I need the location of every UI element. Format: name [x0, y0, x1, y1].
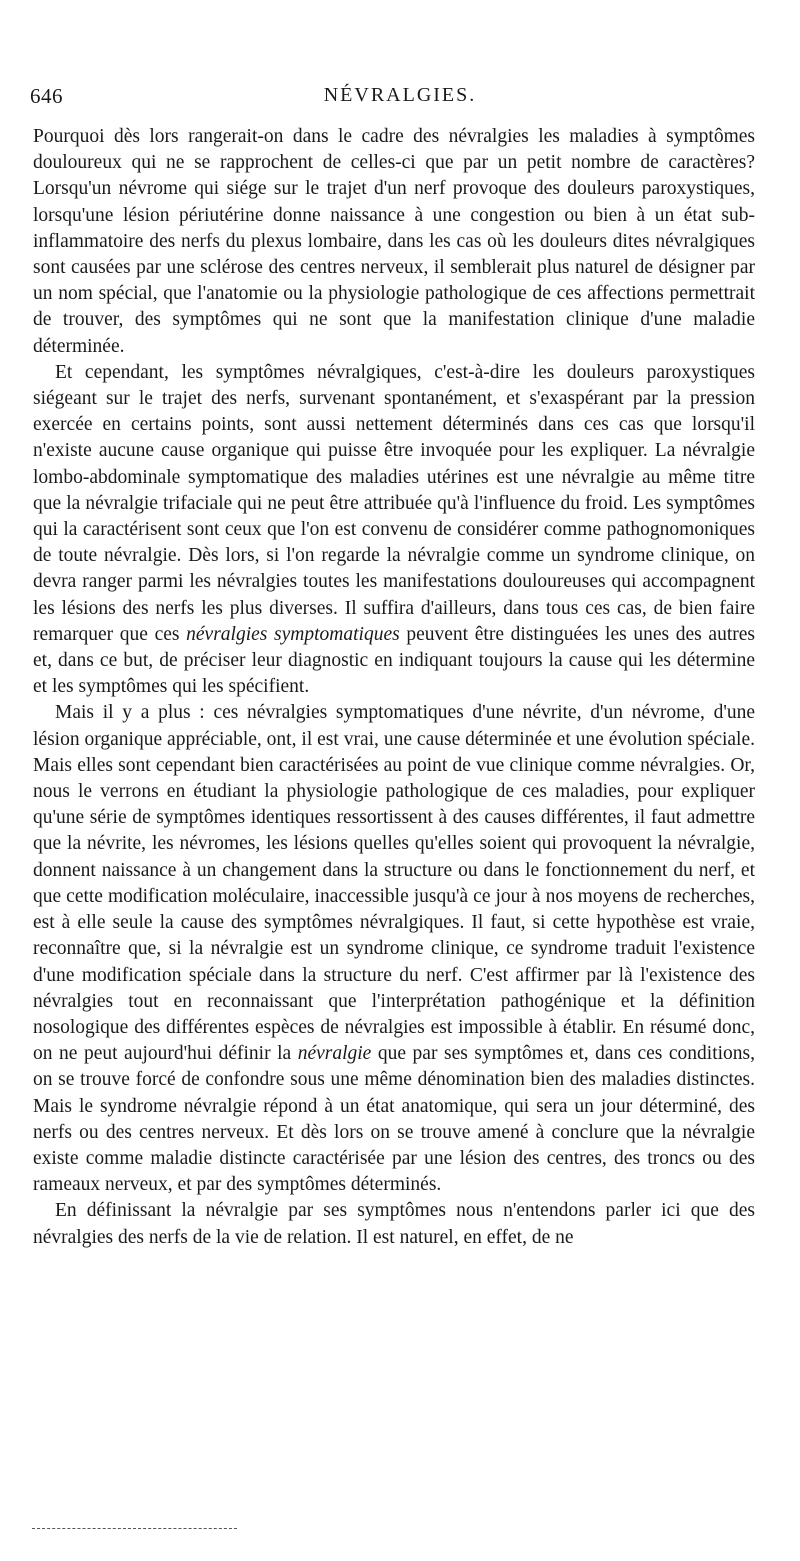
body-text: [33, 124, 755, 1251]
text-segment: peuvent être distinguées les unes des autres et, dans ce but, de préciser leur diagnostic en indiquant toujours la cause qui les détermine et les symptômes qui les spécifient.: [33, 623, 755, 698]
text-segment: En définissant la névralgie par ses symptômes nous n'entendons parler ici que des névralgies des nerfs de la vie de relation. Il est naturel, en effet, de ne: [33, 1200, 755, 1248]
text-segment: Pourquoi dès lors rangerait-on dans le cadre des névralgies les maladies à symptômes douloureux qui ne se rapprochent de celles-ci que par un petit nombre de caractères? Lorsqu'un névrome qui siége sur le trajet d'un nerf provoque des douleurs paroxystiques, lorsqu'une lésion périutérine donne naissance à une congestion ou bien à un état sub-inflammatoire des nerfs du plexus lombaire, dans les cas où les douleurs dites névralgiques sont causées par une sclérose des centres nerveux, il semblerait plus naturel de désigner par un nom spécial, que l'anatomie ou la physiologie pathologique de ces affections permettrait de trouver, des symptômes qui ne sont que la manifestation clinique d'une maladie déterminée.: [33, 126, 755, 357]
running-title: NÉVRALGIES.: [323, 84, 477, 106]
text-segment: que par ses symptômes et, dans ces conditions, on se trouve forcé de confondre sous une même dénomination bien des maladies distinctes. Mais le syndrome névralgie répond à un état anatomique, qui sera un jour déterminé, des nerfs ou des centres nerveux. Et dès lors on se trouve amené à conclure que la névralgie existe comme maladie distincte caractérisée par une lésion des centres, des troncs ou des rameaux nerveux, et par des symptômes déterminés.: [33, 1043, 756, 1196]
text-segment: Mais il y a plus : ces névralgies symptomatiques d'une névrite, d'un névrome, d'une lésion organique appréciable, ont, il est vrai, une cause déterminée et une évolution spéciale. Mais elles sont cependant bien caractérisées au point de vue clinique comme névralgies. Or, nous le verrons en étudiant la physiologie pathologique de ces maladies, pour expliquer qu'une série de symptômes identiques ressortissent à des causes différentes, il faut admettre que la névrite, les névromes, les lésions quelles qu'elles soient qui provoquent la névralgie, donnent naissance à un changement dans la structure ou dans le fonctionnement du nerf, et que cette modification moléculaire, inaccessible jusqu'à ce jour à nos moyens de recherches, est à elle seule la cause des symptômes névralgiques. Il faut, si cette hypothèse est vraie, reconnaître que, si la névralgie est un syndrome clinique, ce syndrome traduit l'existence d'une modification spéciale dans la structure du nerf. C'est affirmer par là l'existence des névralgies tout en reconnaissant que l'interprétation pathogénique et la définition nosologique des différentes espèces de névralgies est impossible à établir. En résumé donc, on ne peut aujourd'hui définir la: [33, 702, 755, 1065]
paragraph: [33, 1198, 755, 1250]
page-number: 646: [30, 84, 63, 108]
paragraph: [33, 700, 755, 1198]
paragraph: [33, 124, 755, 360]
text-segment: Et cependant, les symptômes névralgiques, c'est-à-dire les douleurs paroxystiques siégeant sur le trajet des nerfs, survenant spontanément, et s'exaspérant par la pression exercée en certains points, sont aussi nettement déterminés dans ces cas que lorsqu'il n'existe aucune cause organique qui puisse être invoquée pour les expliquer. La névralgie lombo-abdominale symptomatique des maladies utérines est une névralgie au même titre que la névralgie trifaciale qui ne peut être attribuée qu'à l'influence du froid. Les symptômes qui la caractérisent sont ceux que l'on est convenu de considérer comme pathognomoniques de toute névralgie. Dès lors, si l'on regarde la névralgie comme un syndrome clinique, on devra ranger parmi les névralgies toutes les manifestations douloureuses qui accompagnent les lésions des nerfs les plus diverses. Il suffira d'ailleurs, dans tous ces cas, de bien faire remarquer que ces: [33, 361, 755, 645]
paragraph: [33, 360, 755, 701]
italic-phrase: névralgies symptomatiques: [186, 623, 400, 645]
footer-dotted-rule: [32, 1528, 237, 1529]
italic-phrase: névralgie: [297, 1043, 372, 1065]
page-header: [30, 84, 770, 114]
